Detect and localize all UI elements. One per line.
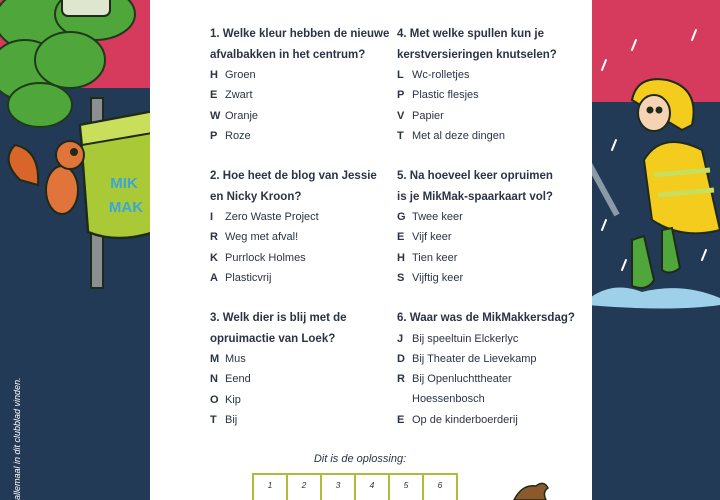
question-6-title: 6. Waar was de MikMakkersdag? [397,312,575,324]
answer-option [397,85,587,105]
answer-text: Bij Openluchttheater [412,373,512,386]
answer-letter: L [397,69,404,81]
answer-text: Bij [225,413,238,426]
answer-text: Hoessenbosch [412,393,485,406]
question-3 [210,308,400,430]
question-1 [210,24,400,146]
answer-letter: E [397,231,405,244]
side-note: allemaal in dit clubblad vinden. [12,377,22,500]
question-1-title-line-1: 1. Welke kleur hebben de nieuwe [210,28,390,40]
solution-cell-5[interactable]: 5 [388,473,424,500]
question-2-title-line-1: 2. Hoe heet de blog van Jessie [210,170,377,182]
answer-text: Zwart [225,89,253,102]
right-illustration-panel [592,0,720,500]
answer-text: Plasticvrij [225,271,272,284]
answer-text: Wc-rolletjes [412,69,470,81]
answer-text: Vijf keer [412,231,452,244]
answer-letter: D [397,352,405,365]
bin-label-mak: MAK [108,199,144,216]
answer-option-continued [397,389,587,409]
answer-option [397,349,587,369]
solution-cell-2[interactable]: 2 [286,473,322,500]
answer-option [210,227,400,247]
answer-letter: H [397,251,405,264]
answer-letter: R [397,373,405,386]
question-5 [397,166,587,288]
answer-letter: R [210,231,218,244]
answer-text: Twee keer [412,211,463,223]
answer-option [210,369,400,389]
question-6 [397,308,587,430]
answer-text: Plastic flesjes [412,89,479,102]
answer-option [210,349,400,369]
answer-letter: I [210,211,214,223]
kid-in-raincoat [632,79,720,288]
question-4-title-line-1: 4. Met welke spullen kun je [397,28,544,40]
answer-option [210,390,400,410]
answer-option [397,106,587,126]
answer-letter: J [397,332,404,345]
answer-text: Purrlock Holmes [225,251,306,264]
answer-text: Bij speeltuin Elckerlyc [412,332,519,345]
solution-cell-4[interactable]: 4 [354,473,390,500]
answer-text: Bij Theater de Lievekamp [412,352,537,365]
answer-letter: W [210,109,221,122]
answer-letter: S [397,271,405,284]
answer-option [397,207,587,227]
answer-option [210,65,400,85]
solution-cell-6[interactable]: 6 [422,473,458,500]
answer-letter: O [210,393,219,406]
answer-option [397,268,587,288]
answer-letter: T [397,129,404,142]
answer-option [210,85,400,105]
answer-text: Zero Waste Project [225,211,319,223]
answer-text: Groen [225,69,256,81]
answer-option [397,248,587,268]
grabber-stick [592,85,617,215]
solution-cell-1[interactable]: 1 [252,473,288,500]
answer-text: Op de kinderboerderij [412,413,518,426]
bin-label-mik: MIK [110,175,138,192]
question-3-title-line-2: opruimactie van Loek? [210,332,336,345]
answer-letter: G [397,211,406,223]
answer-letter: M [210,353,220,365]
question-1-title-line-2: afvalbakken in het centrum? [210,48,366,61]
answer-text: Oranje [225,109,259,122]
answer-text: Kip [225,393,241,406]
tree-squirrel-bin-illustration [0,0,150,500]
answer-option [397,410,587,430]
answer-option [210,126,400,146]
answer-letter: N [210,373,218,386]
answer-option [397,369,587,389]
answer-letter: V [397,109,405,122]
traffic-light [62,0,110,16]
answer-letter: E [397,413,405,426]
answer-option [210,106,400,126]
answer-option [397,227,587,247]
raincoat-kid-illustration [592,0,720,500]
question-3-title-line-1: 3. Welk dier is blij met de [210,312,347,324]
question-2 [210,166,400,288]
solution-grid [252,473,456,500]
answer-letter: K [210,251,218,264]
answer-option [210,207,400,227]
answer-text: Eend [225,373,251,386]
answer-letter: A [210,271,218,284]
question-5-title-line-1: 5. Na hoeveel keer opruimen [397,170,553,182]
answer-letter: E [210,89,218,102]
answer-option [397,126,587,146]
answer-option [397,329,587,349]
tree-foliage [0,0,135,127]
answer-text: Vijftig keer [412,271,464,284]
answer-text: Met al deze dingen [412,129,505,142]
answer-text: Tien keer [412,251,458,264]
answer-text: Mus [225,353,246,365]
question-2-title-line-2: en Nicky Kroon? [210,190,302,203]
answer-letter: P [210,129,218,142]
answer-option [210,268,400,288]
solution-label: Dit is de oplossing: [313,453,407,465]
answer-text: Papier [412,109,444,122]
answer-option [210,248,400,268]
answer-letter: H [210,69,218,81]
answer-option [210,410,400,430]
answer-letter: T [210,413,217,426]
question-4-title-line-2: kerstversieringen knutselen? [397,48,557,61]
answer-option [397,65,587,85]
answer-letter: P [397,89,405,102]
question-4 [397,24,587,146]
question-5-title-line-2: is je MikMak-spaarkaart vol? [397,190,553,203]
left-illustration-panel [0,0,150,500]
answer-text: Weg met afval! [225,231,299,244]
bird-illustration [512,478,552,500]
solution-cell-3[interactable]: 3 [320,473,356,500]
puddle [592,288,720,309]
answer-text: Roze [225,129,251,142]
squirrel [9,141,84,214]
